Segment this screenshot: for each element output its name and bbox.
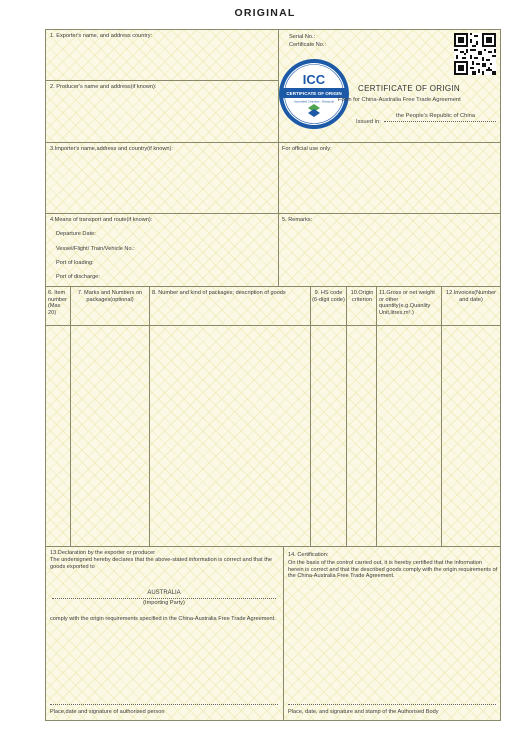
column-divider-2	[149, 286, 150, 546]
divider-row-1	[46, 80, 278, 81]
transport-label: 4.Means of transport and route(if known):	[50, 217, 153, 223]
port-of-loading-label: Port of loading:	[56, 260, 94, 266]
divider-header-row	[46, 325, 500, 326]
destination-country: AUSTRALIA	[147, 590, 181, 596]
remarks-label: 5. Remarks:	[282, 217, 313, 223]
certificate-form	[45, 29, 501, 721]
serial-label: Serial No.:	[289, 34, 316, 40]
icc-seal-icon	[278, 58, 350, 130]
departure-date-label: Departure Date:	[56, 231, 96, 237]
column-divider-5	[376, 286, 377, 546]
issued-underline	[384, 121, 496, 122]
exporter-signature-line	[50, 704, 278, 705]
exporter-signature-label: Place,date and signature of authorised person	[50, 709, 165, 715]
exporter-label: 1. Exporter's name, and address country:	[50, 33, 153, 39]
importing-party-label: (Importing Party)	[143, 600, 185, 606]
column-header-hs-code: 9. HS code (6-digit code)	[312, 290, 345, 303]
column-header-invoices: 12.Invoices(Number and date)	[445, 290, 497, 303]
port-of-discharge-label: Port of discharge:	[56, 274, 100, 280]
comply-text: comply with the origin requirements specified in the China-Australia Free Trade Agreement.	[50, 616, 276, 622]
divider-row-2	[46, 142, 500, 143]
column-header-item-number: 6. Item number (Max 20)	[48, 290, 67, 316]
certificate-title: CERTIFICATE OF ORIGIN	[358, 84, 461, 93]
column-divider-1	[70, 286, 71, 546]
column-header-description: 8. Number and kind of packages; description of goods	[152, 290, 286, 296]
issued-value: the People's Republic of China	[396, 113, 476, 119]
authority-signature-line	[288, 704, 496, 705]
column-divider-4	[346, 286, 347, 546]
vessel-label: Vessel/Flight/ Train/Vehicle No.:	[56, 246, 135, 252]
seal-initials: ICC	[302, 72, 326, 87]
destination-underline	[52, 598, 276, 599]
certification-label: 14. Certification:	[288, 552, 329, 558]
divider-row-5	[46, 546, 500, 547]
page-title: ORIGINAL	[234, 7, 296, 19]
divider-row-3	[46, 213, 500, 214]
seal-band-text: CERTIFICATE OF ORIGIN	[286, 91, 342, 96]
certificate-subtitle: Form for China-Australia Free Trade Agreement	[338, 97, 461, 103]
column-divider-6	[441, 286, 442, 546]
qr-code-icon	[454, 33, 496, 75]
issued-label: Issued in:	[356, 119, 381, 125]
official-use-label: For official use only:	[282, 146, 332, 152]
declaration-label: 13.Declaration by the exporter or producer	[50, 550, 156, 556]
producer-label: 2. Producer's name and address(if known):	[50, 84, 157, 90]
authority-signature-label: Place, date, and signature and stamp of the Authorised Body	[288, 709, 439, 715]
column-header-marks: 7. Marks and Numbers on packages(optional)	[77, 290, 143, 303]
bottom-vertical-divider	[283, 546, 284, 720]
column-header-origin-criterion: 10.Origin criterion	[350, 290, 374, 303]
seal-sub-text: Accredited Chamber - Divisional	[294, 99, 334, 104]
column-divider-3	[310, 286, 311, 546]
declaration-text: The undersigned hereby declares that the above-stated information is correct and that the goods exported to	[50, 557, 273, 570]
column-header-gross-weight: 11.Gross or net weight or other quantity(e.g.Quanlity Unit,litres,m³.)	[379, 290, 435, 316]
importer-label: 3.Importer's name,address and country(if known):	[50, 146, 173, 152]
certificate-number-label: Certificate No.:	[289, 42, 326, 48]
certification-text: On the basis of the control carried out, it is hereby certified that the information herein is correct and that the described goods comply with the origin requirements of the China-Australia Free Trade Agreement.	[288, 560, 498, 580]
divider-row-4	[46, 286, 500, 287]
